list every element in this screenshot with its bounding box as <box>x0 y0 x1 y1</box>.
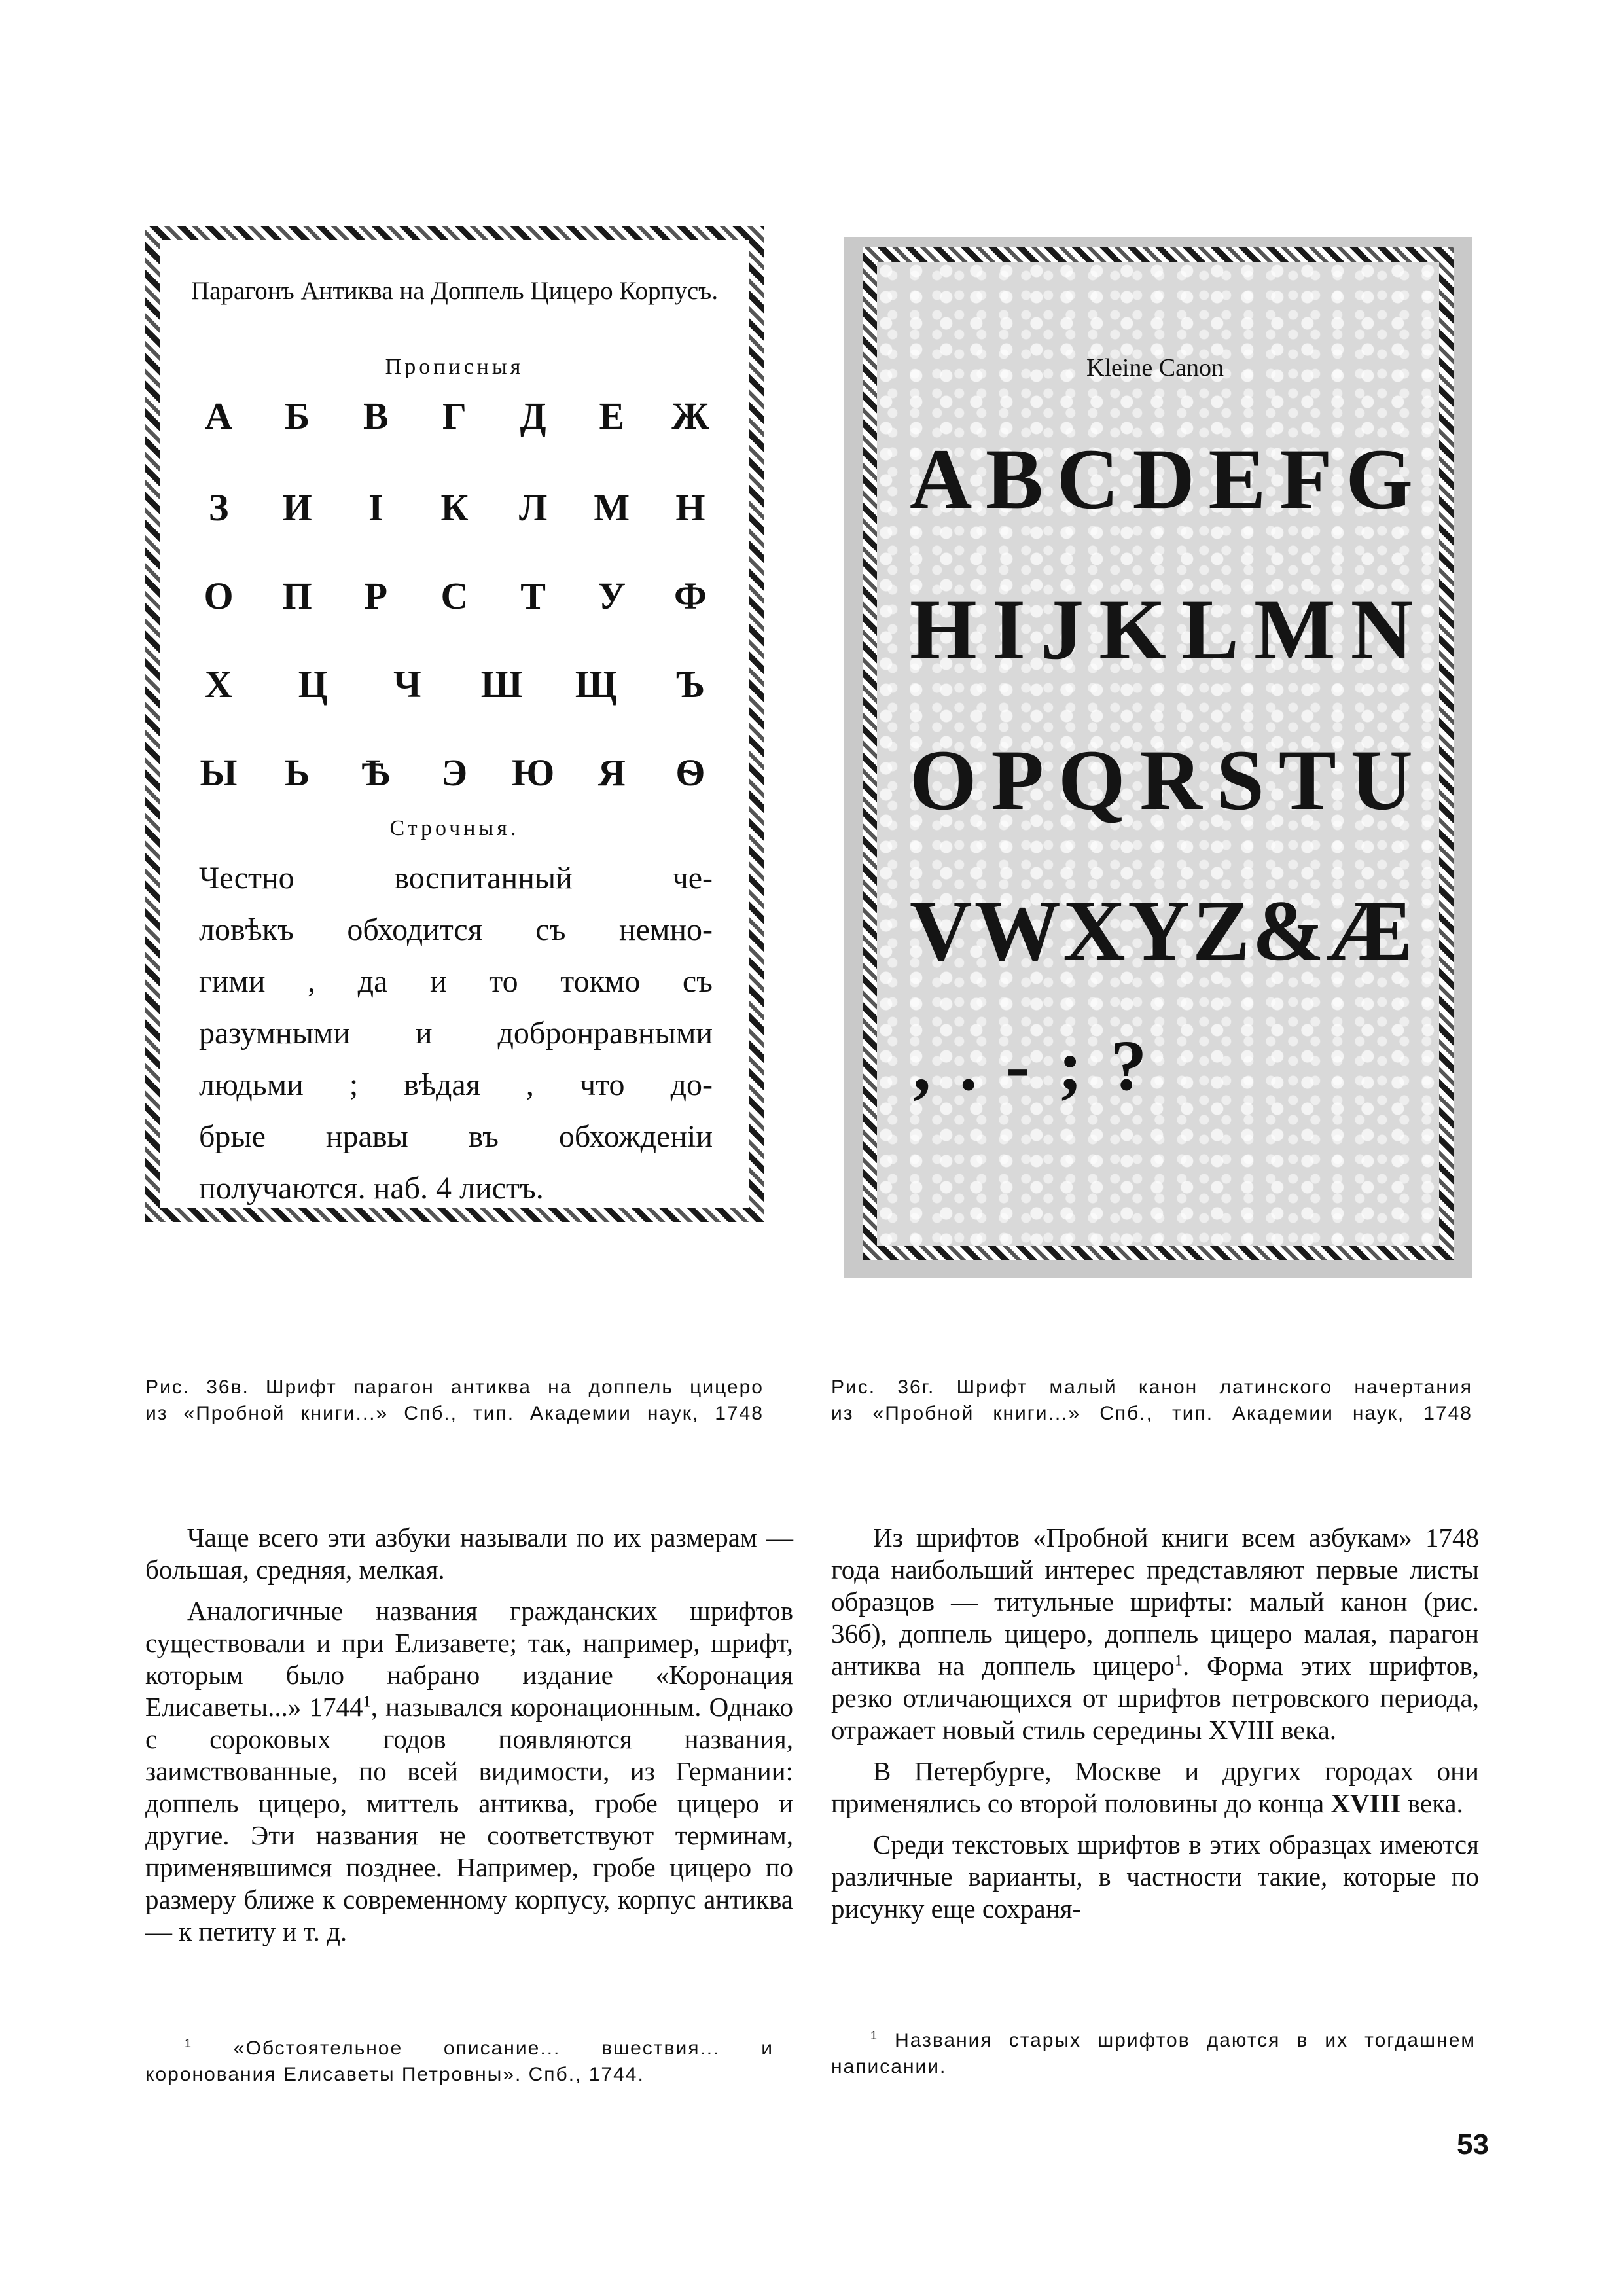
paragraph: Среди текстовых шрифтов в этих образцах имеются различные варианты, в частности такие, которые по рисунку еще сохраня- <box>831 1829 1479 1924</box>
paragraph-text: века. <box>1407 1788 1463 1818</box>
uppercase-row-5 <box>186 751 723 795</box>
glyph: Р <box>364 575 388 617</box>
glyph: W <box>974 882 1061 978</box>
glyph: Ю <box>511 751 555 794</box>
glyph: P <box>991 732 1044 828</box>
page-number: 53 <box>1457 2128 1489 2161</box>
glyph: D <box>1132 431 1195 527</box>
footnote-right <box>831 2028 1476 2080</box>
footnote-ref: 1 <box>363 1693 371 1711</box>
glyph: V <box>910 882 972 978</box>
glyph: Б <box>284 395 310 437</box>
latin-row-4 <box>910 880 1413 980</box>
latin-row-3 <box>910 730 1413 830</box>
glyph: H <box>910 581 977 677</box>
glyph: Я <box>597 751 626 794</box>
caption-left <box>145 1374 764 1427</box>
glyph: Л <box>519 486 548 529</box>
glyph: Ѣ <box>361 751 391 794</box>
glyph: Ж <box>671 395 709 437</box>
paragraph-text: Аналогичные названия гражданских шрифтов существовали и при Елизавете; так, например, шрифт, которым было набрано издание «Коронация Елисаветы...» 1744 <box>145 1596 793 1722</box>
paragraph: Чаще всего эти азбуки называли по их размерам — большая, средняя, мелкая. <box>145 1522 793 1585</box>
glyph: С <box>440 575 469 617</box>
glyph: Ы <box>200 751 238 794</box>
glyph: E <box>1208 431 1266 527</box>
glyph: N <box>1350 581 1413 677</box>
bold-numeral: XVIII <box>1330 1788 1401 1818</box>
specimen-kleine-canon <box>863 247 1454 1260</box>
sample-line: Честно воспитанный че- <box>199 861 713 895</box>
glyph: G <box>1346 431 1413 527</box>
glyph: M <box>1254 581 1336 677</box>
glyph: М <box>594 486 630 529</box>
glyph: A <box>910 431 972 527</box>
latin-row-1 <box>910 429 1413 529</box>
glyph: Ь <box>284 751 310 794</box>
left-text-column <box>145 1522 793 1957</box>
glyph: Y <box>1128 882 1190 978</box>
specimen-title: Kleine Canon <box>1086 354 1224 382</box>
uppercase-row-4 <box>186 662 723 706</box>
caption-line: из «Пробной книги...» Спб., тип. Академии наук, 1748 <box>831 1403 1472 1424</box>
glyph: Е <box>599 395 625 437</box>
uppercase-row-2 <box>186 486 723 529</box>
glyph: У <box>597 575 626 617</box>
footnote-mark: 1 <box>185 2037 193 2050</box>
glyph: Э <box>441 751 468 794</box>
paragraph-text: . Форма этих шрифтов, резко отличающихся от шрифтов петровского периода, отражает новый стиль середины XVIII века. <box>831 1651 1479 1745</box>
sample-text <box>199 852 713 1214</box>
glyph: Щ <box>575 663 617 706</box>
paragraph-text: Из шрифтов «Пробной книги всем азбукам» 1748 года наибольший интерес представляют первые листы образцов — титульные шрифты: малый канон (рис. 36б), доппель цицеро, доппель цицеро малая, парагон антиква на доппель цицеро <box>831 1522 1479 1681</box>
glyph: J <box>1041 581 1084 677</box>
paragraph-text: , назывался коронационным. Однако с сороковых годов появляются названия, заимствованные, по всей видимости, из Германии: доппель цицеро, миттель антиква, гробе цицеро и другие. Эти названия не соответствуют терминам, применявшимся позднее. Например, гробе цицеро по размеру ближе к современному корпусу, корпус антиква — к петиту и т. д. <box>145 1692 793 1946</box>
glyph: Ѳ <box>675 751 705 794</box>
glyph: Æ <box>1327 882 1413 978</box>
glyph: Ч <box>393 663 421 706</box>
glyph: Х <box>205 663 232 706</box>
footnote-ref: 1 <box>1174 1651 1183 1670</box>
footnote-text <box>145 2036 774 2088</box>
right-text-column <box>831 1522 1479 1934</box>
glyph: А <box>205 395 232 437</box>
glyph: L <box>1181 581 1239 677</box>
glyph: & <box>1252 882 1325 978</box>
glyph: Г <box>442 395 467 437</box>
caption-line: Рис. 36г. Шрифт малый канон латинского начертания <box>831 1376 1472 1398</box>
glyph: О <box>204 575 234 617</box>
glyph: O <box>910 732 977 828</box>
glyph: К <box>440 486 469 529</box>
glyph: K <box>1099 581 1166 677</box>
footnote-mark: 1 <box>870 2029 879 2042</box>
specimen-title: Парагонъ Антиква на Доппель Цицеро Корпусъ. <box>190 277 719 305</box>
glyph: Д <box>520 395 546 437</box>
glyph: Q <box>1058 732 1126 828</box>
glyph: И <box>282 486 312 529</box>
uppercase-row-3 <box>186 574 723 618</box>
glyph: B <box>985 431 1043 527</box>
glyph: Ш <box>480 663 523 706</box>
specimen-paragon-antiqua <box>145 226 764 1222</box>
glyph: S <box>1216 732 1264 828</box>
glyph: C <box>1056 431 1119 527</box>
glyph: R <box>1139 732 1202 828</box>
glyph: Ц <box>298 663 328 706</box>
sample-line: гими , да и то токмо съ <box>199 964 713 999</box>
glyph: U <box>1350 732 1413 828</box>
glyph: Ъ <box>675 663 705 706</box>
paragraph <box>831 1755 1479 1820</box>
glyph: В <box>363 395 389 437</box>
sample-line: брые нравы въ обхожденіи <box>199 1119 713 1154</box>
glyph: T <box>1278 732 1336 828</box>
sample-line: ловѣкъ обходится съ немно- <box>199 912 713 947</box>
glyph: X <box>1063 882 1126 978</box>
glyph: I <box>991 581 1026 677</box>
sample-line: получаются. наб. 4 листъ. <box>199 1171 544 1206</box>
latin-row-2 <box>910 579 1413 679</box>
footnote-body: «Обстоятельное описание... вшествия... и коронования Елисаветы Петровны». Спб., 1744. <box>145 2037 774 2085</box>
glyph: І <box>368 486 383 529</box>
footnote-left <box>145 2036 774 2088</box>
glyph: Ф <box>674 575 707 617</box>
uppercase-heading: Прописныя <box>385 355 524 379</box>
glyph: F <box>1279 431 1332 527</box>
caption-line: Рис. 36в. Шрифт парагон антиква на доппель цицеро <box>145 1376 764 1398</box>
footnote-text <box>831 2028 1476 2080</box>
caption-right <box>831 1374 1472 1427</box>
glyph: П <box>282 575 312 617</box>
caption-line: из «Пробной книги...» Спб., тип. Академии наук, 1748 <box>145 1403 764 1424</box>
sample-line: людьми ; вѣдая , что до- <box>199 1067 713 1102</box>
paragraph-text: В Петербурге, Москве и других городах они применялись со второй половины до конца <box>831 1756 1479 1818</box>
paragraph <box>145 1595 793 1948</box>
glyph: Н <box>675 486 705 529</box>
glyph: Z <box>1192 882 1251 978</box>
uppercase-row-1 <box>186 394 723 438</box>
glyph: З <box>208 486 229 529</box>
glyph: Т <box>520 575 546 617</box>
paragraph <box>831 1522 1479 1746</box>
lowercase-heading: Строчныя. <box>389 816 520 840</box>
sample-line: разумными и добронравными <box>199 1016 713 1050</box>
footnote-body: Названия старых шрифтов даются в их тогдашнем написании. <box>831 2030 1476 2077</box>
punctuation-row: , . - ; ? <box>913 1026 1152 1105</box>
